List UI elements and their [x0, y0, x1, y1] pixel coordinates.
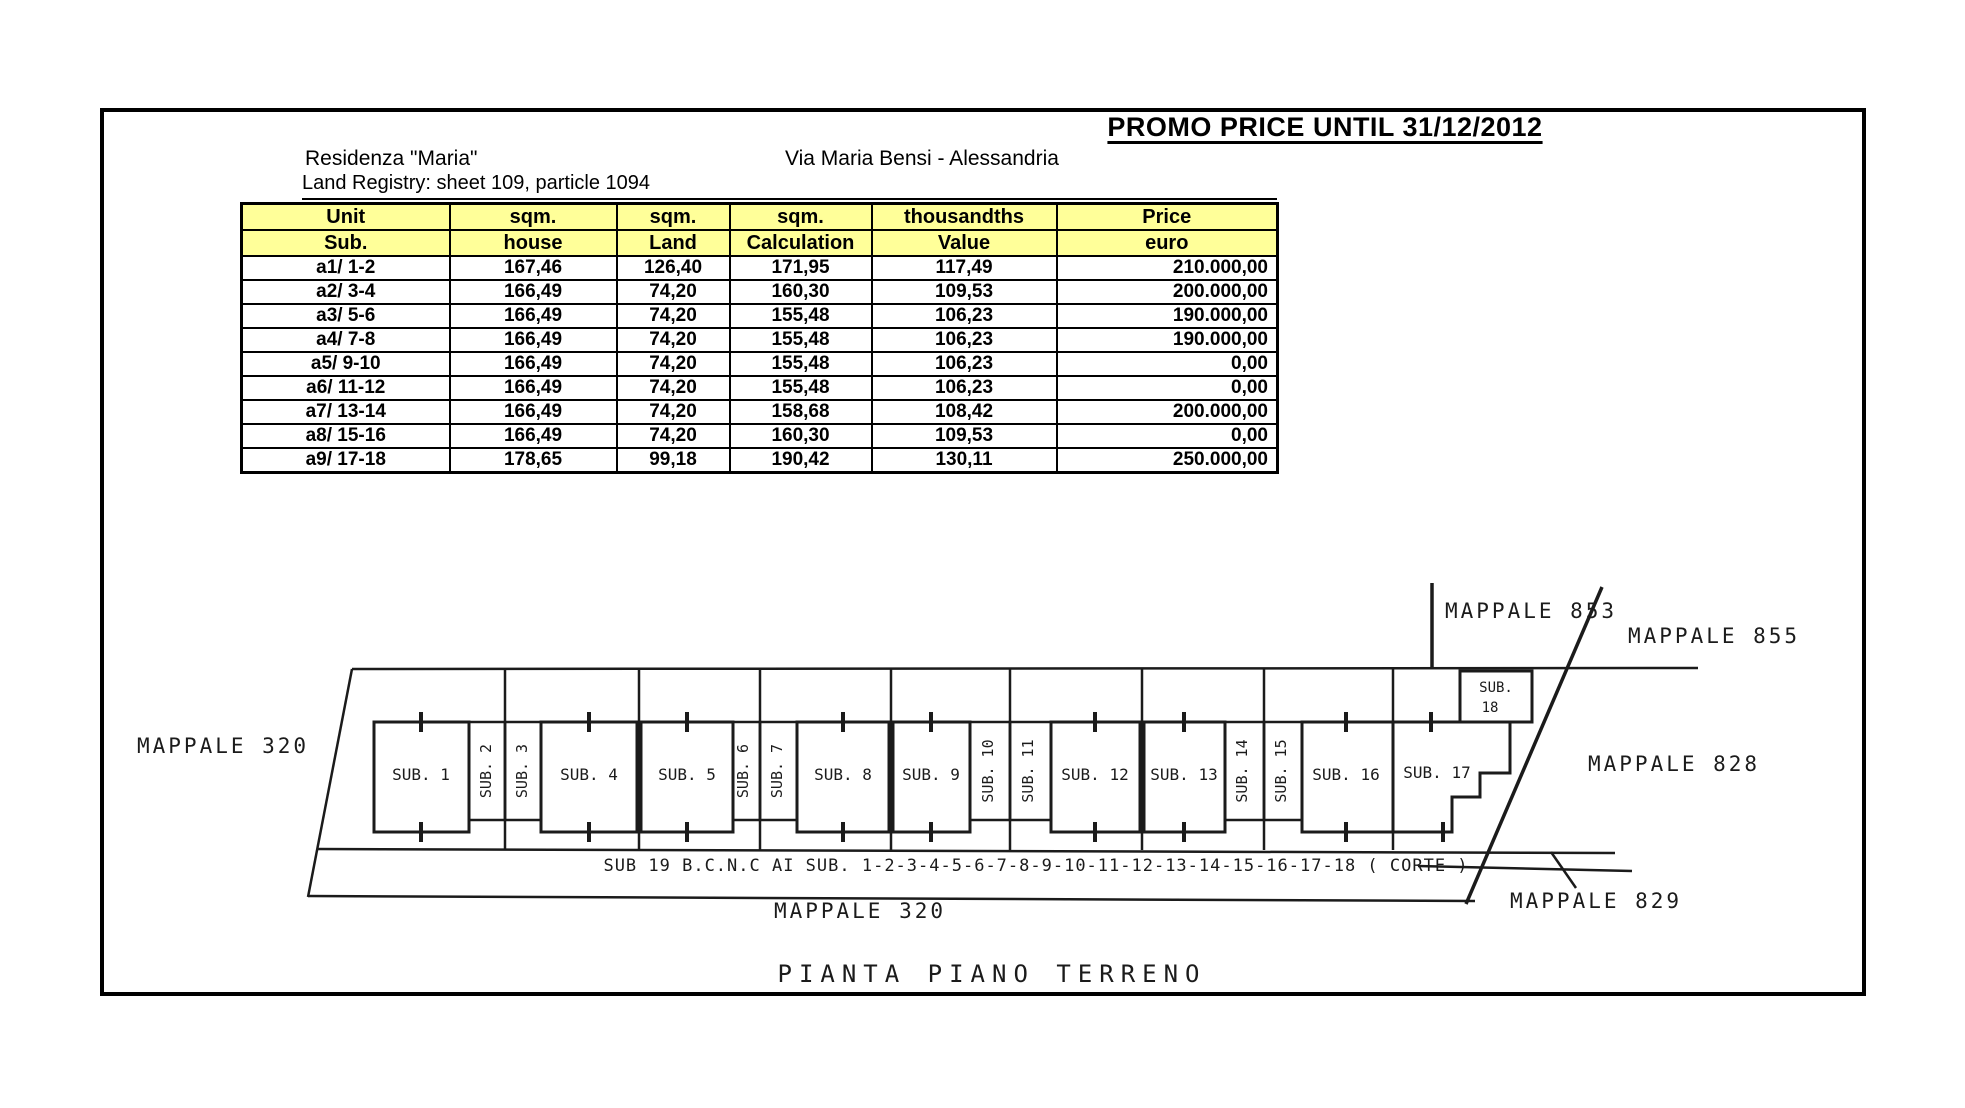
- cell-sqm-land: 99,18: [617, 448, 730, 473]
- col-subheader-land: Land: [617, 230, 730, 256]
- cell-sqm-house: 166,49: [450, 400, 617, 424]
- cell-sqm-land: 74,20: [617, 328, 730, 352]
- mappale-320-left-label: MAPPALE 320: [137, 734, 310, 758]
- cell-sqm-land: 74,20: [617, 280, 730, 304]
- col-subheader-value: Value: [872, 230, 1057, 256]
- sub-label: SUB. 6: [734, 743, 752, 799]
- cell-unit: a2/ 3-4: [242, 280, 450, 304]
- sub-label: SUB. 1: [392, 765, 450, 784]
- cell-sqm-calculation: 155,48: [730, 352, 872, 376]
- cell-sqm-calculation: 158,68: [730, 400, 872, 424]
- cell-thousandths-value: 106,23: [872, 304, 1057, 328]
- cell-unit: a8/ 15-16: [242, 424, 450, 448]
- sub-label: SUB. 12: [1061, 765, 1129, 784]
- cell-thousandths-value: 117,49: [872, 256, 1057, 280]
- cell-unit: a5/ 9-10: [242, 352, 450, 376]
- cell-price: 200.000,00: [1057, 280, 1278, 304]
- col-subheader-house: house: [450, 230, 617, 256]
- cell-sqm-calculation: 160,30: [730, 424, 872, 448]
- cell-thousandths-value: 106,23: [872, 352, 1057, 376]
- cell-sqm-land: 74,20: [617, 376, 730, 400]
- sub-label: SUB. 11: [1019, 739, 1037, 803]
- cell-sqm-land: 74,20: [617, 400, 730, 424]
- sub-18-label-line2: 18: [1481, 700, 1499, 716]
- cell-price: 210.000,00: [1057, 256, 1278, 280]
- cell-unit: a4/ 7-8: [242, 328, 450, 352]
- cell-price: 0,00: [1057, 424, 1278, 448]
- cell-thousandths-value: 109,53: [872, 280, 1057, 304]
- cell-unit: a3/ 5-6: [242, 304, 450, 328]
- sub-label: SUB. 15: [1272, 739, 1290, 803]
- mappale-853-label: MAPPALE 853: [1445, 599, 1618, 623]
- mappale-828-label: MAPPALE 828: [1588, 752, 1761, 776]
- sub-label: SUB. 3: [513, 743, 531, 799]
- cell-price: 190.000,00: [1057, 328, 1278, 352]
- cell-price: 190.000,00: [1057, 304, 1278, 328]
- cell-unit: a1/ 1-2: [242, 256, 450, 280]
- sub-label: SUB. 2: [477, 743, 495, 799]
- courtyard-sub19-label: SUB 19 B.C.N.C AI SUB. 1-2-3-4-5-6-7-8-9-10-11-12-13-14-15-16-17-18 ( CORTE ): [603, 856, 1469, 876]
- cell-sqm-calculation: 155,48: [730, 304, 872, 328]
- cell-sqm-house: 166,49: [450, 352, 617, 376]
- cell-sqm-land: 74,20: [617, 352, 730, 376]
- sub-label: SUB. 13: [1150, 765, 1218, 784]
- sub-label: SUB. 4: [560, 765, 618, 784]
- land-registry-line: Land Registry: sheet 109, particle 1094: [302, 172, 1277, 200]
- cell-sqm-house: 166,49: [450, 304, 617, 328]
- col-subheader-calculation: Calculation: [730, 230, 872, 256]
- col-header-unit: Unit: [242, 204, 450, 231]
- cell-sqm-house: 166,49: [450, 376, 617, 400]
- col-header-sqm-house: sqm.: [450, 204, 617, 231]
- cell-sqm-calculation: 155,48: [730, 376, 872, 400]
- promo-title: PROMO PRICE UNTIL 31/12/2012: [1107, 112, 1543, 142]
- cell-sqm-land: 74,20: [617, 304, 730, 328]
- cell-thousandths-value: 130,11: [872, 448, 1057, 473]
- mappale-855-label: MAPPALE 855: [1628, 624, 1801, 648]
- sub-label: SUB. 5: [658, 765, 716, 784]
- sub-label: SUB. 7: [768, 743, 786, 799]
- sub-label: SUB. 8: [814, 765, 872, 784]
- cell-price: 250.000,00: [1057, 448, 1278, 473]
- cell-price: 200.000,00: [1057, 400, 1278, 424]
- col-header-thousandths: thousandths: [872, 204, 1057, 231]
- cell-sqm-house: 178,65: [450, 448, 617, 473]
- cell-sqm-calculation: 155,48: [730, 328, 872, 352]
- col-subheader-sub: Sub.: [242, 230, 450, 256]
- sub-label: SUB. 9: [902, 765, 960, 784]
- cell-unit: a9/ 17-18: [242, 448, 450, 473]
- cell-sqm-calculation: 171,95: [730, 256, 872, 280]
- sub-label: SUB. 10: [979, 739, 997, 803]
- cell-sqm-house: 167,46: [450, 256, 617, 280]
- sub-label: SUB. 17: [1403, 763, 1471, 782]
- sub-label: SUB. 16: [1312, 765, 1380, 784]
- cell-sqm-house: 166,49: [450, 424, 617, 448]
- cell-thousandths-value: 106,23: [872, 328, 1057, 352]
- cell-thousandths-value: 106,23: [872, 376, 1057, 400]
- cell-sqm-calculation: 160,30: [730, 280, 872, 304]
- sub-label: SUB. 14: [1233, 739, 1251, 803]
- cell-thousandths-value: 109,53: [872, 424, 1057, 448]
- mappale-829-label: MAPPALE 829: [1510, 889, 1683, 913]
- cell-thousandths-value: 108,42: [872, 400, 1057, 424]
- cell-sqm-calculation: 190,42: [730, 448, 872, 473]
- col-header-price: Price: [1057, 204, 1278, 231]
- col-header-sqm-land: sqm.: [617, 204, 730, 231]
- cell-sqm-land: 126,40: [617, 256, 730, 280]
- cell-unit: a7/ 13-14: [242, 400, 450, 424]
- col-header-sqm-calc: sqm.: [730, 204, 872, 231]
- cell-sqm-house: 166,49: [450, 280, 617, 304]
- sub-18-label-line1: SUB.: [1479, 680, 1513, 696]
- address: Via Maria Bensi - Alessandria: [785, 147, 1059, 170]
- house-outlines: [374, 671, 1532, 832]
- cell-sqm-land: 74,20: [617, 424, 730, 448]
- mappale-320-bottom-label: MAPPALE 320: [773, 899, 947, 923]
- plan-caption: PIANTA PIANO TERRENO: [777, 960, 1207, 988]
- cell-price: 0,00: [1057, 376, 1278, 400]
- mappale-855-boundary-line: [1466, 587, 1602, 904]
- cell-sqm-house: 166,49: [450, 328, 617, 352]
- residence-name: Residenza "Maria": [305, 147, 478, 170]
- cell-price: 0,00: [1057, 352, 1278, 376]
- cell-unit: a6/ 11-12: [242, 376, 450, 400]
- col-subheader-euro: euro: [1057, 230, 1278, 256]
